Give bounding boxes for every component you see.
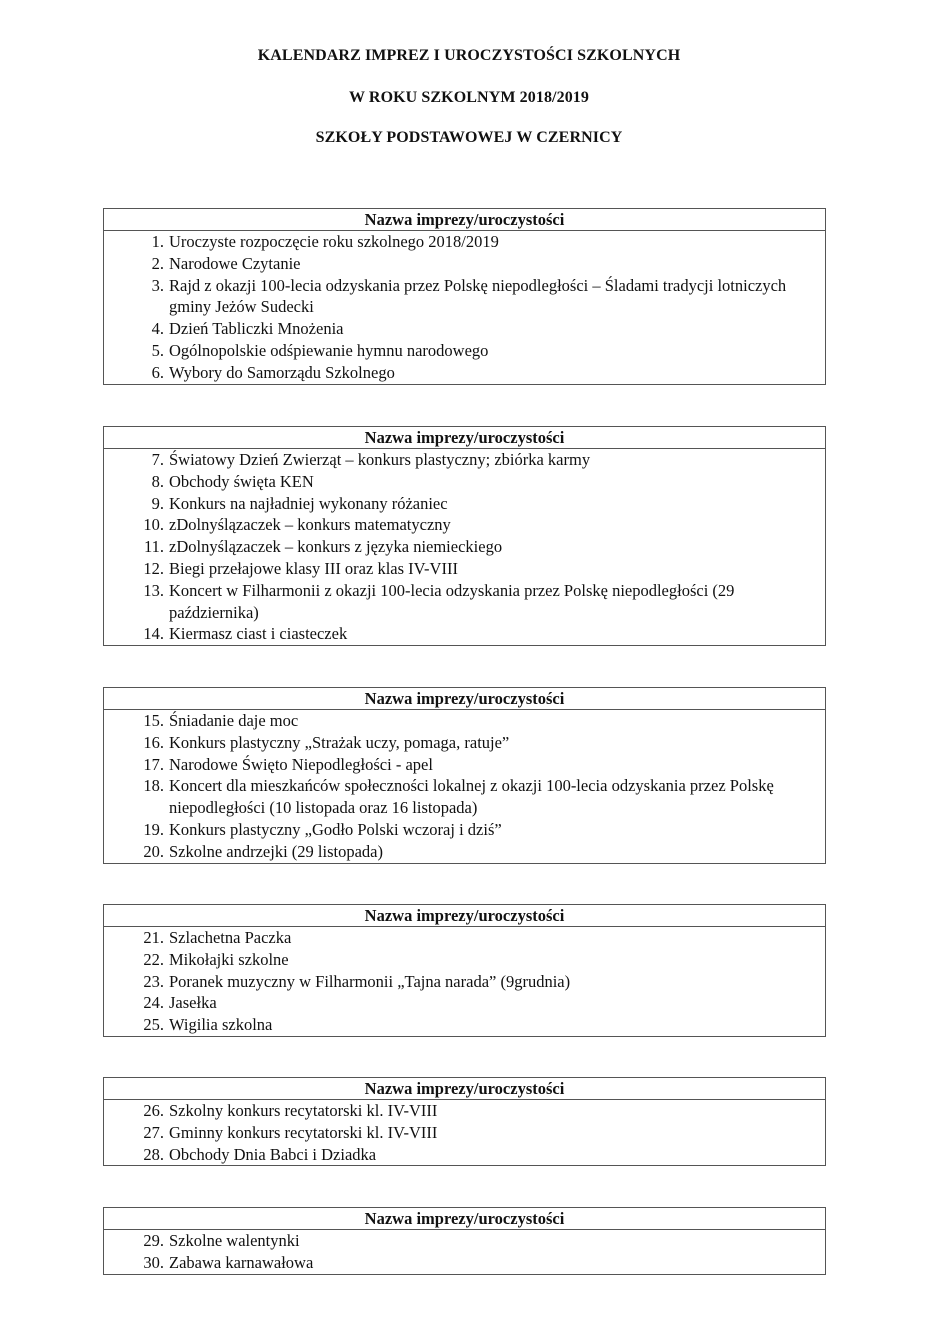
list-item: [104, 1252, 825, 1274]
list-item: [104, 841, 825, 863]
document-title-line-3: SZKOŁY PODSTAWOWEJ W CZERNICY: [315, 129, 623, 146]
item-number: 26.: [143, 1101, 164, 1120]
list-item: [104, 971, 825, 993]
item-number: 23.: [143, 971, 164, 991]
document-title-line-2: W ROKU SZKOLNYM 2018/2019: [349, 89, 589, 106]
item-number: 13.: [143, 580, 164, 600]
item-number: 15.: [143, 711, 164, 730]
table-body: [104, 710, 825, 863]
item-text: Uroczyste rozpoczęcie roku szkolnego 2018/2019: [169, 232, 499, 251]
events-table-2: [103, 426, 826, 646]
table-header: Nazwa imprezy/uroczystości: [104, 427, 825, 449]
table-body: [104, 449, 825, 645]
item-number: 30.: [143, 1252, 164, 1272]
list-item: [104, 275, 825, 319]
list-item: [104, 623, 825, 645]
list-item: [104, 949, 825, 971]
item-text: Jasełka: [169, 993, 217, 1013]
table-body: [104, 1230, 825, 1274]
item-number: 12.: [143, 558, 164, 578]
item-number: 21.: [143, 928, 164, 947]
item-text: Wybory do Samorządu Szkolnego: [169, 362, 395, 382]
list-item: [104, 318, 825, 340]
list-item: [104, 558, 825, 580]
item-number: 7.: [151, 450, 164, 469]
item-text: Szkolny konkurs recytatorski kl. IV-VIII: [169, 1101, 438, 1120]
table-body: [104, 927, 825, 1036]
item-number: 3.: [151, 275, 164, 295]
item-number: 16.: [143, 732, 164, 752]
events-table-4: [103, 904, 826, 1037]
table-header: Nazwa imprezy/uroczystości: [104, 209, 825, 231]
list-item: [104, 754, 825, 776]
item-text: Wigilia szkolna: [169, 1015, 273, 1035]
list-item: [104, 1100, 825, 1122]
item-number: 17.: [143, 754, 164, 774]
item-number: 29.: [143, 1231, 164, 1250]
table-header: Nazwa imprezy/uroczystości: [104, 688, 825, 710]
item-number: 6.: [151, 362, 164, 382]
item-number: 10.: [143, 515, 164, 535]
events-table-5: [103, 1077, 826, 1166]
list-item: [104, 340, 825, 362]
item-number: 5.: [151, 340, 164, 360]
list-item: [104, 253, 825, 275]
list-item: [104, 927, 825, 949]
table-header: Nazwa imprezy/uroczystości: [104, 1208, 825, 1230]
item-text: Koncert w Filharmonii z okazji 100-lecia odzyskania przez Polskę niepodległości (29 października): [169, 580, 735, 622]
list-item: [104, 471, 825, 493]
list-item: [104, 1014, 825, 1036]
events-table-6: [103, 1207, 826, 1275]
list-item: [104, 1230, 825, 1252]
item-number: 8.: [151, 471, 164, 491]
list-item: [104, 514, 825, 536]
item-text: Śniadanie daje moc: [169, 711, 299, 730]
item-text: Dzień Tabliczki Mnożenia: [169, 319, 344, 339]
item-text: Konkurs na najładniej wykonany różaniec: [169, 493, 448, 513]
events-table-1: [103, 208, 826, 385]
list-item: [104, 536, 825, 558]
item-number: 24.: [143, 993, 164, 1013]
item-number: 20.: [143, 841, 164, 861]
item-text: Konkurs plastyczny „Godło Polski wczoraj i dziś”: [169, 819, 502, 839]
item-number: 27.: [143, 1122, 164, 1142]
item-text: Szlachetna Paczka: [169, 928, 292, 947]
item-text: Konkurs plastyczny „Strażak uczy, pomaga, ratuje”: [169, 732, 510, 752]
item-number: 22.: [143, 949, 164, 969]
list-item: [104, 732, 825, 754]
item-number: 4.: [151, 319, 164, 339]
list-item: [104, 775, 825, 819]
list-item: [104, 1144, 825, 1166]
item-text: Zabawa karnawałowa: [169, 1252, 314, 1272]
item-number: 18.: [143, 776, 164, 796]
table-header: Nazwa imprezy/uroczystości: [104, 1078, 825, 1100]
item-text: Poranek muzyczny w Filharmonii „Tajna narada” (9grudnia): [169, 971, 571, 991]
list-item: [104, 362, 825, 384]
item-text: Szkolne andrzejki (29 listopada): [169, 841, 383, 861]
item-text: Ogólnopolskie odśpiewanie hymnu narodowego: [169, 340, 489, 360]
item-text: Rajd z okazji 100-lecia odzyskania przez Polskę niepodległości – Śladami tradycji lotniczych gminy Jeżów Sudecki: [169, 275, 787, 317]
item-text: Szkolne walentynki: [169, 1231, 300, 1250]
item-number: 1.: [151, 232, 164, 251]
item-number: 14.: [143, 624, 164, 644]
item-text: Gminny konkurs recytatorski kl. IV-VIII: [169, 1122, 438, 1142]
table-body: [104, 231, 825, 384]
item-number: 28.: [143, 1144, 164, 1164]
events-table-3: [103, 687, 826, 864]
item-text: Mikołajki szkolne: [169, 949, 289, 969]
table-body: [104, 1100, 825, 1165]
item-number: 11.: [143, 537, 164, 557]
item-number: 19.: [143, 819, 164, 839]
item-text: Narodowe Czytanie: [169, 253, 301, 273]
list-item: [104, 449, 825, 471]
list-item: [104, 493, 825, 515]
list-item: [104, 580, 825, 624]
item-text: Koncert dla mieszkańców społeczności lokalnej z okazji 100-lecia odzyskania przez Polskę niepodległości (10 listopada oraz 16 listopada): [169, 776, 774, 818]
document-title-line-1: KALENDARZ IMPREZ I UROCZYSTOŚCI SZKOLNYCH: [257, 47, 681, 64]
item-text: zDolnyślązaczek – konkurs matematyczny: [169, 515, 451, 535]
list-item: [104, 819, 825, 841]
item-text: Obchody Dnia Babci i Dziadka: [169, 1144, 377, 1164]
item-number: 9.: [151, 493, 164, 513]
item-number: 2.: [151, 253, 164, 273]
list-item: [104, 710, 825, 732]
item-text: Kiermasz ciast i ciasteczek: [169, 624, 348, 644]
item-number: 25.: [143, 1015, 164, 1035]
table-header: Nazwa imprezy/uroczystości: [104, 905, 825, 927]
list-item: [104, 231, 825, 253]
item-text: Światowy Dzień Zwierząt – konkurs plastyczny; zbiórka karmy: [169, 450, 591, 469]
list-item: [104, 1122, 825, 1144]
item-text: zDolnyślązaczek – konkurs z języka niemieckiego: [169, 537, 503, 557]
list-item: [104, 992, 825, 1014]
item-text: Narodowe Święto Niepodległości - apel: [169, 754, 433, 774]
item-text: Biegi przełajowe klasy III oraz klas IV-VIII: [169, 558, 458, 578]
item-text: Obchody święta KEN: [169, 471, 314, 491]
